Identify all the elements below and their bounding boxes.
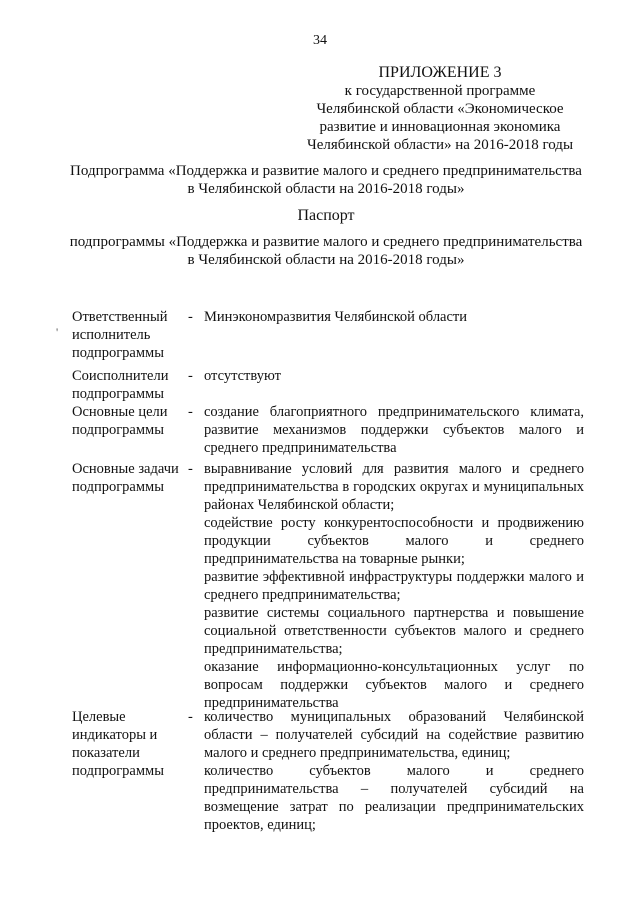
row-content-paragraph: количество субъектов малого и среднего предпринимательства – получателей субсидий на возмещение затрат по реализации предпринимательских проектов, единиц; xyxy=(204,763,584,833)
row-label: Основные задачи подпрограммы xyxy=(72,461,179,495)
row-content xyxy=(204,308,584,326)
row-content xyxy=(204,460,584,712)
subprogram-title-line: в Челябинской области на 2016-2018 годы» xyxy=(187,181,465,197)
row-content xyxy=(204,367,584,385)
row-dash: - xyxy=(188,368,193,384)
appendix-title: ПРИЛОЖЕНИЕ 3 xyxy=(378,64,502,81)
row-label: Ответственный исполнитель подпрограммы xyxy=(72,309,168,361)
row-content-paragraph: развитие системы социального партнерства и повышение социальной ответственности субъектов малого и среднего предпринимательства; xyxy=(204,605,584,657)
row-content-paragraph: количество муниципальных образований Челябинской области – получателей субсидий на содействие развитию малого и среднего предпринимательства, единиц; xyxy=(204,709,584,761)
passport-subtitle xyxy=(60,233,592,269)
row-label: Соисполнители подпрограммы xyxy=(72,368,169,402)
row-content-paragraph: создание благоприятного предпринимательского климата, развитие механизмов поддержки субъектов малого и среднего предпринимательства xyxy=(204,404,584,456)
margin-mark: ' xyxy=(56,325,59,339)
row-content-paragraph: содействие росту конкурентоспособности и продвижению продукции субъектов малого и среднего предпринимательства на товарные рынки; xyxy=(204,515,584,567)
row-dash: - xyxy=(188,404,193,420)
row-content-paragraph: выравнивание условий для развития малого и среднего предпринимательства в городских округах и муниципальных районах Челябинской области; xyxy=(204,461,584,513)
row-dash: - xyxy=(188,461,193,477)
row-content xyxy=(204,403,584,457)
row-content-paragraph: Минэкономразвития Челябинской области xyxy=(204,309,468,325)
appendix-line: развитие и инновационная экономика xyxy=(319,119,561,135)
appendix-line: Челябинской области «Экономическое xyxy=(316,101,564,117)
subprogram-title-line: Подпрограмма «Поддержка и развитие малого и среднего предпринимательства xyxy=(70,163,582,179)
row-label: Основные цели подпрограммы xyxy=(72,404,168,438)
appendix-line: к государственной программе xyxy=(344,83,536,99)
appendix-header xyxy=(296,64,584,154)
row-content xyxy=(204,708,584,834)
page-number: 34 xyxy=(313,33,327,48)
row-dash: - xyxy=(188,309,193,325)
subprogram-title xyxy=(60,162,592,198)
row-label: Целевые индикаторы и показатели подпрограммы xyxy=(72,709,164,779)
row-content-paragraph: отсутствуют xyxy=(204,368,281,384)
passport-heading: Паспорт xyxy=(297,207,355,224)
row-content-paragraph: развитие эффективной инфраструктуры поддержки малого и среднего предпринимательства; xyxy=(204,569,584,603)
row-content-paragraph: оказание информационно-консультационных услуг по вопросам поддержки субъектов малого и среднего предпринимательства xyxy=(204,659,584,711)
row-dash: - xyxy=(188,709,193,725)
appendix-line: Челябинской области» на 2016-2018 годы xyxy=(306,137,574,153)
passport-subtitle-line: подпрограммы «Поддержка и развитие малого и среднего предпринимательства xyxy=(69,234,583,250)
passport-subtitle-line: в Челябинской области на 2016-2018 годы» xyxy=(187,252,465,268)
